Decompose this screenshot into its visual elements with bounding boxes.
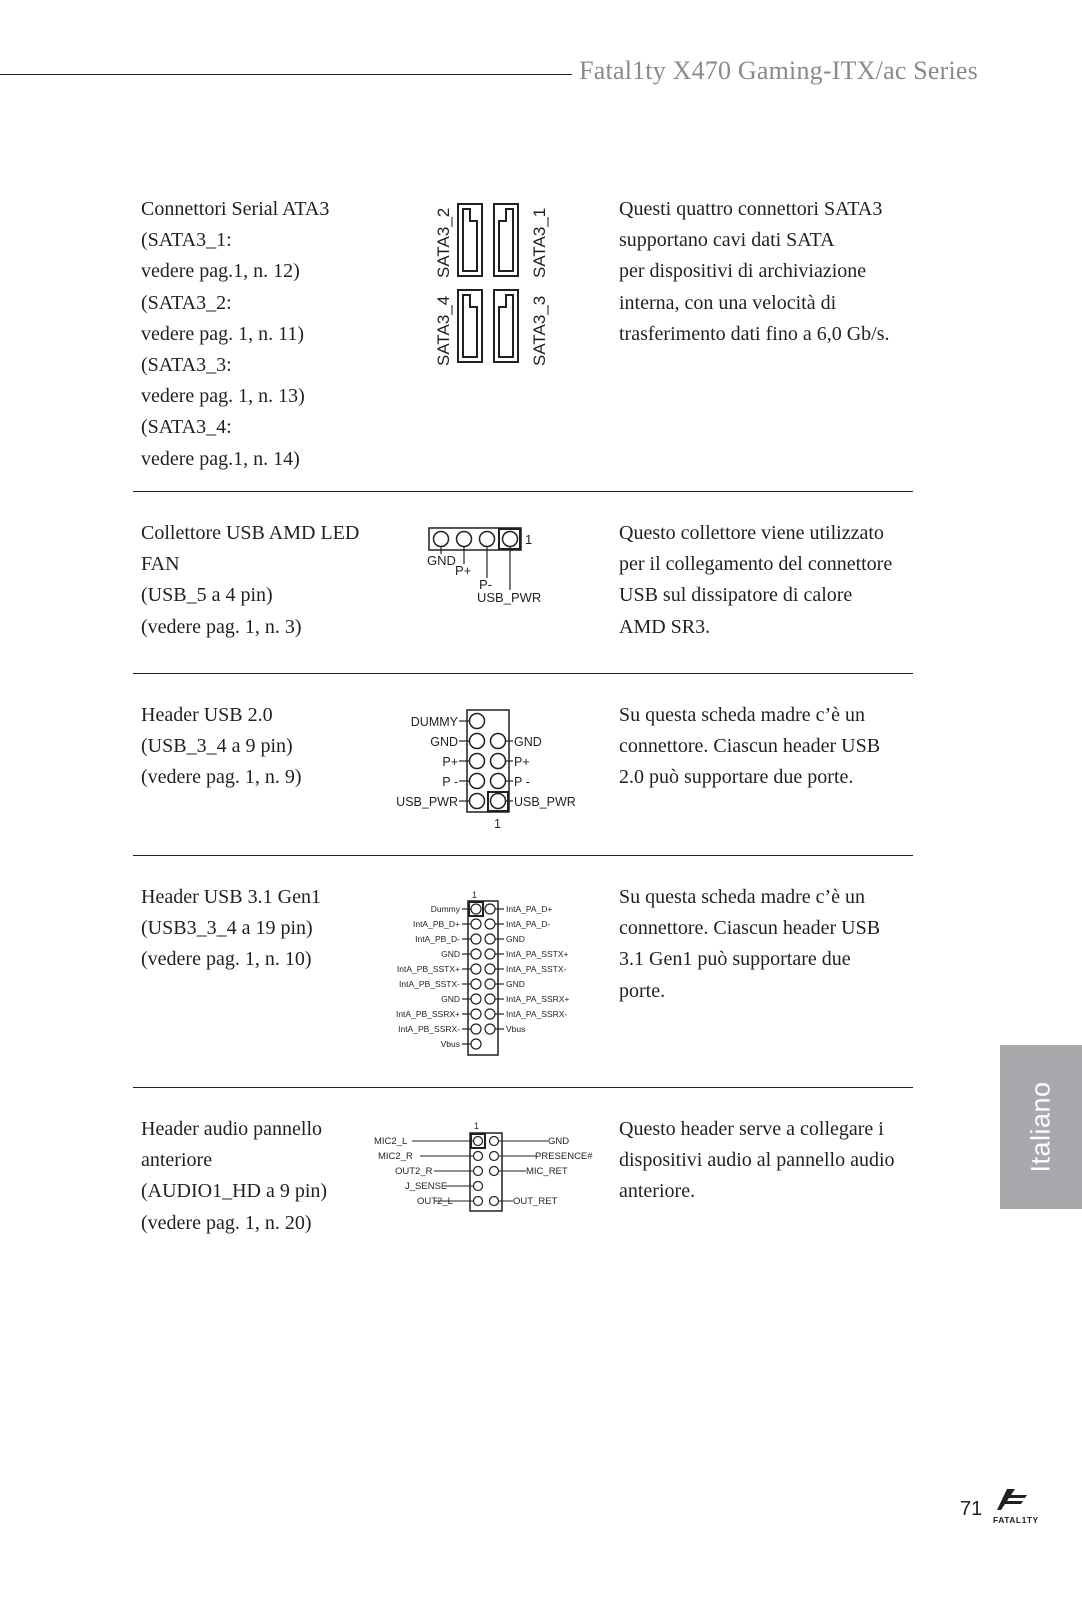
pin-label: OUT2_R	[395, 1166, 433, 1177]
sata4-label: SATA3_4	[434, 295, 453, 366]
pin-circle	[503, 532, 518, 547]
pin-label: GND	[514, 735, 542, 749]
pin-circle	[485, 949, 495, 959]
pin-label: OUT_RET	[513, 1196, 558, 1207]
text-line: (AUDIO1_HD a 9 pin)	[141, 1180, 328, 1203]
section-title-block	[141, 518, 381, 643]
pin-label: PRESENCE#	[535, 1151, 593, 1162]
fatal1ty-logo	[993, 1487, 1049, 1532]
pin-label: IntA_PB_SSRX-	[398, 1024, 460, 1034]
pin-circle	[480, 532, 495, 547]
text-line: USB sul dissipatore di calore	[619, 584, 853, 607]
pin-circle	[485, 919, 495, 929]
pin-label: GND	[430, 735, 458, 749]
page-number: 71	[960, 1498, 983, 1520]
pin-label-dummy: DUMMY	[410, 715, 458, 729]
section-usb31	[133, 882, 913, 1062]
pin-circle	[471, 934, 481, 944]
pin-label: GND	[441, 949, 460, 959]
pin1-label: 1	[494, 817, 501, 831]
section-divider	[133, 1087, 913, 1088]
pin-circle	[471, 919, 481, 929]
text-line: anteriore	[141, 1149, 213, 1172]
text-line: Su questa scheda madre c’è un	[619, 886, 866, 908]
language-side-tab	[1000, 1045, 1082, 1209]
sata-connector-diagram	[423, 202, 563, 372]
pin-circle	[485, 979, 495, 989]
text-line: per il collegamento del connettore	[619, 553, 893, 576]
text-line: Header USB 3.1 Gen1	[141, 886, 321, 908]
text-line: 3.1 Gen1 può supportare due	[619, 948, 851, 971]
text-line: (vedere pag. 1, n. 10)	[141, 948, 312, 971]
section-title-block	[141, 882, 381, 976]
p-minus-label: P-	[479, 577, 492, 592]
pin-circle	[485, 1009, 495, 1019]
pin-circle	[471, 1039, 481, 1049]
pin-circle	[471, 904, 481, 914]
section-title-block	[141, 1114, 381, 1239]
pin-label: MIC2_R	[378, 1151, 413, 1162]
pin-circle	[457, 532, 472, 547]
text-line: connettore. Ciascun header USB	[619, 735, 881, 758]
section-audio	[133, 1114, 913, 1254]
text-line: Questo collettore viene utilizzato	[619, 522, 884, 544]
audio-pin-diagram	[370, 1118, 600, 1228]
sata-port-1-shape	[494, 204, 518, 276]
text-line: (SATA3_3:	[141, 354, 232, 377]
section-description	[619, 194, 911, 350]
pin-circle	[485, 994, 495, 1004]
pin-label: MIC_RET	[526, 1166, 568, 1177]
pin-circle	[471, 1009, 481, 1019]
pin-label: GND	[506, 979, 525, 989]
text-line: (USB3_3_4 a 19 pin)	[141, 917, 313, 940]
text-line: anteriore.	[619, 1180, 696, 1203]
section-divider	[133, 491, 913, 492]
section-description	[619, 518, 911, 643]
pin-label: P -	[442, 775, 458, 789]
pin-circle	[485, 904, 495, 914]
page-header-title: Fatal1ty X470 Gaming-ITX/ac Series	[579, 56, 978, 85]
pin-circle	[471, 964, 481, 974]
pin-label: IntA_PA_D-	[506, 919, 551, 929]
pin-label: J_SENSE	[405, 1181, 448, 1192]
p-plus-label: P+	[455, 563, 472, 578]
text-line: vedere pag.1, n. 12)	[141, 260, 300, 283]
sata1-label: SATA3_1	[530, 207, 549, 278]
pin-label: P -	[514, 775, 530, 789]
text-line: (vedere pag. 1, n. 3)	[141, 615, 302, 638]
text-line: porte.	[619, 979, 666, 1002]
pin-label: IntA_PA_SSTX+	[506, 949, 569, 959]
text-line: vedere pag.1, n. 14)	[141, 447, 300, 470]
text-line: Collettore USB AMD LED	[141, 522, 360, 544]
section-title-block	[141, 700, 381, 794]
sata2-label: SATA3_2	[434, 207, 453, 278]
text-line: FAN	[141, 553, 180, 576]
logo-text: FATAL1TY	[993, 1515, 1039, 1525]
pin-label: GND	[548, 1136, 570, 1147]
pin-label: Vbus	[440, 1039, 460, 1049]
text-line: Header USB 2.0	[141, 704, 273, 726]
text-line: (USB_3_4 a 9 pin)	[141, 735, 293, 758]
text-line: connettore. Ciascun header USB	[619, 917, 881, 940]
pin-label: GND	[441, 994, 460, 1004]
text-line: (vedere pag. 1, n. 20)	[141, 1211, 312, 1234]
pin-label: IntA_PA_SSRX-	[506, 1009, 568, 1019]
pin-label: P+	[442, 755, 458, 769]
text-line: (vedere pag. 1, n. 9)	[141, 766, 302, 789]
section-usb-led-fan	[133, 518, 913, 658]
header-rule	[0, 74, 572, 75]
text-line: supportano cavi dati SATA	[619, 229, 835, 252]
usb-pwr-label: USB_PWR	[477, 590, 542, 605]
pin-label: IntA_PB_SSTX+	[396, 964, 460, 974]
sata-port-4-shape	[458, 290, 482, 362]
usb31-pin-diagram	[388, 888, 588, 1058]
text-line: (SATA3_2:	[141, 291, 232, 314]
pin-label: P+	[514, 755, 530, 769]
pin1-label: 1	[472, 890, 478, 900]
pin-label: IntA_PB_D-	[415, 934, 460, 944]
text-line: Questo header serve a collegare i	[619, 1118, 884, 1140]
usb20-pin-diagram	[391, 708, 591, 833]
pin-label: OUT2_L	[417, 1196, 453, 1207]
pin-label: USB_PWR	[396, 795, 458, 809]
pin-circle	[485, 964, 495, 974]
pin-circle	[434, 532, 449, 547]
section-description	[619, 882, 911, 1007]
pin-label: Vbus	[506, 1024, 526, 1034]
pin-label: MIC2_L	[374, 1136, 408, 1147]
text-line: trasferimento dati fino a 6,0 Gb/s.	[619, 322, 890, 345]
text-line: Header audio pannello	[141, 1118, 323, 1140]
section-sata3	[133, 194, 913, 474]
pin-circle	[485, 934, 495, 944]
text-line: interna, con una velocità di	[619, 291, 837, 314]
sata-port-2-shape	[458, 204, 482, 276]
text-line: 2.0 può supportare due porte.	[619, 766, 854, 789]
text-line: dispositivi audio al pannello audio	[619, 1149, 895, 1172]
pin-label: Dummy	[430, 904, 460, 914]
pin-circle	[485, 1024, 495, 1034]
pin1-label: 1	[474, 1121, 480, 1131]
pin-circle	[471, 979, 481, 989]
usb-led-fan-pin-diagram	[421, 526, 561, 616]
section-description	[619, 1114, 911, 1208]
logo-mark-icon	[997, 1489, 1027, 1510]
pin-label: IntA_PA_SSTX-	[506, 964, 567, 974]
text-line: (USB_5 a 4 pin)	[141, 584, 273, 607]
text-line: Questi quattro connettori SATA3	[619, 198, 883, 220]
gnd-label: GND	[427, 553, 456, 568]
pin1-label: 1	[525, 532, 533, 547]
text-line: per dispositivi di archiviazione	[619, 260, 867, 283]
pin-label: IntA_PB_D+	[412, 919, 460, 929]
text-line: vedere pag. 1, n. 13)	[141, 385, 305, 408]
section-divider	[133, 673, 913, 674]
pin-label: IntA_PA_SSRX+	[506, 994, 570, 1004]
text-line: vedere pag. 1, n. 11)	[141, 322, 305, 345]
section-usb20	[133, 700, 913, 850]
pin-label: IntA_PB_SSRX+	[395, 1009, 460, 1019]
text-line: (SATA3_1:	[141, 229, 232, 252]
text-line: AMD SR3.	[619, 615, 711, 638]
pin-label: USB_PWR	[514, 795, 576, 809]
section-title-block	[141, 194, 381, 475]
pin-label: IntA_PB_SSTX-	[399, 979, 460, 989]
pin-label: GND	[506, 934, 525, 944]
section-divider	[133, 855, 913, 856]
sata3-label: SATA3_3	[530, 295, 549, 366]
pin-label: IntA_PA_D+	[506, 904, 553, 914]
text-line: Su questa scheda madre c’è un	[619, 704, 866, 726]
pin-circle	[471, 1024, 481, 1034]
section-description	[619, 700, 911, 794]
pin-circle	[471, 994, 481, 1004]
language-label: Italiano	[1025, 1081, 1056, 1173]
text-line: (SATA3_4:	[141, 416, 232, 439]
sata-port-3-shape	[494, 290, 518, 362]
pin-circle	[471, 949, 481, 959]
text-line: Connettori Serial ATA3	[141, 198, 330, 220]
